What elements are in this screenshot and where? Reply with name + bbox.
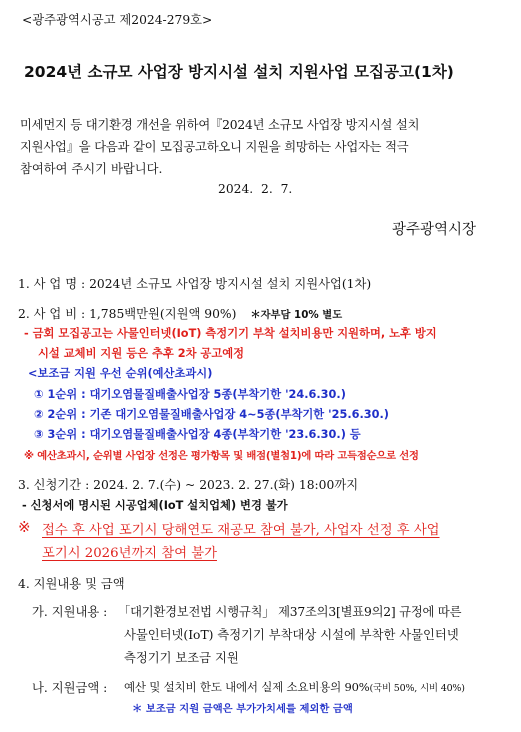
budget-label: 2. 사 업 비 : bbox=[18, 307, 86, 321]
support-content-line-2: 사물인터넷(IoT) 측정기기 부착대상 시설에 부착한 사물인터넷 bbox=[124, 628, 459, 642]
budget-value: 1,785백만원(지원액 90%) bbox=[89, 307, 237, 321]
application-period: 3. 신청기간 : 2024. 2. 7.(수) ~ 2023. 2. 27.(화) 18:00까지 bbox=[18, 478, 359, 492]
withdrawal-warning: 접수 후 사업 포기시 당해연도 재공모 참여 불가, 사업자 선정 후 사업 bbox=[42, 523, 440, 538]
announcement-date: 2024. 2. 7. bbox=[218, 182, 293, 196]
priority-item-3: ③ 3순위 : 대기오염물질배출사업장 4종(부착기한 '23.6.30.) 등 bbox=[34, 428, 361, 441]
support-content-label: 가. 지원내용 : bbox=[32, 605, 108, 619]
section-budget bbox=[18, 304, 342, 322]
page-title: 2024년 소규모 사업장 방지시설 설치 지원사업 모집공고(1차) bbox=[24, 63, 454, 81]
support-amount-label: 나. 지원금액 : bbox=[32, 681, 108, 695]
priority-item-2: ② 2순위 : 기존 대기오염물질배출사업장 4~5종(부착기한 '25.6.30.) bbox=[34, 408, 389, 421]
budget-overrun-note: ※ 예산초과시, 순위별 사업장 선정은 평가항목 및 배점(별첨1)에 따라 고득점순으로 선정 bbox=[24, 450, 419, 462]
funding-scope-note: - 금회 모집공고는 사물인터넷(IoT) 측정기기 부착 설치비용만 지원하며, 노후 방지 bbox=[24, 327, 437, 340]
priority-heading: <보조금 지원 우선 순위(예산초과시) bbox=[28, 367, 213, 380]
warning-mark: ※ bbox=[18, 518, 31, 536]
priority-item-1: ① 1순위 : 대기오염물질배출사업장 5종(부착기한 '24.6.30.) bbox=[34, 388, 346, 401]
issuer-name: 광주광역시장 bbox=[392, 222, 477, 238]
support-amount-split: (국비 50%, 시비 40%) bbox=[369, 683, 465, 694]
support-amount-text: 예산 및 설치비 한도 내에서 실제 소요비용의 90% bbox=[124, 680, 370, 694]
self-pay-note: ＊자부담 10% 별도 bbox=[250, 309, 343, 321]
section-project-name bbox=[18, 274, 371, 292]
intro-line-2: 지원사업』을 다음과 같이 모집공고하오니 지원을 희망하는 사업자는 적극 bbox=[20, 140, 409, 154]
project-name-value: 2024년 소규모 사업장 방지시설 설치 지원사업(1차) bbox=[89, 277, 372, 291]
vat-exclusion-note: ＊ 보조금 지원 금액은 부가가치세를 제외한 금액 bbox=[132, 703, 353, 715]
support-content-line-3: 측정기기 보조금 지원 bbox=[124, 651, 239, 665]
project-name-label: 1. 사 업 명 : bbox=[18, 277, 86, 291]
support-amount-value bbox=[124, 679, 465, 695]
intro-line-1: 미세먼지 등 대기환경 개선을 위하여『2024년 소규모 사업장 방지시설 설치 bbox=[20, 118, 420, 132]
funding-scope-note-cont: 시설 교체비 지원 등은 추후 2차 공고예정 bbox=[38, 347, 245, 360]
support-heading: 4. 지원내용 및 금액 bbox=[18, 577, 125, 591]
notice-number: <광주광역시공고 제2024-279호> bbox=[22, 13, 213, 27]
contractor-change-note: - 신청서에 명시된 시공업체(IoT 설치업체) 변경 불가 bbox=[22, 499, 288, 512]
withdrawal-warning-cont: 포기시 2026년까지 참여 불가 bbox=[42, 546, 217, 561]
support-content-line-1: 「대기환경보전법 시행규칙」 제37조의3[별표9의2] 규정에 따른 bbox=[118, 605, 462, 619]
intro-line-3: 참여하여 주시기 바랍니다. bbox=[20, 162, 163, 176]
